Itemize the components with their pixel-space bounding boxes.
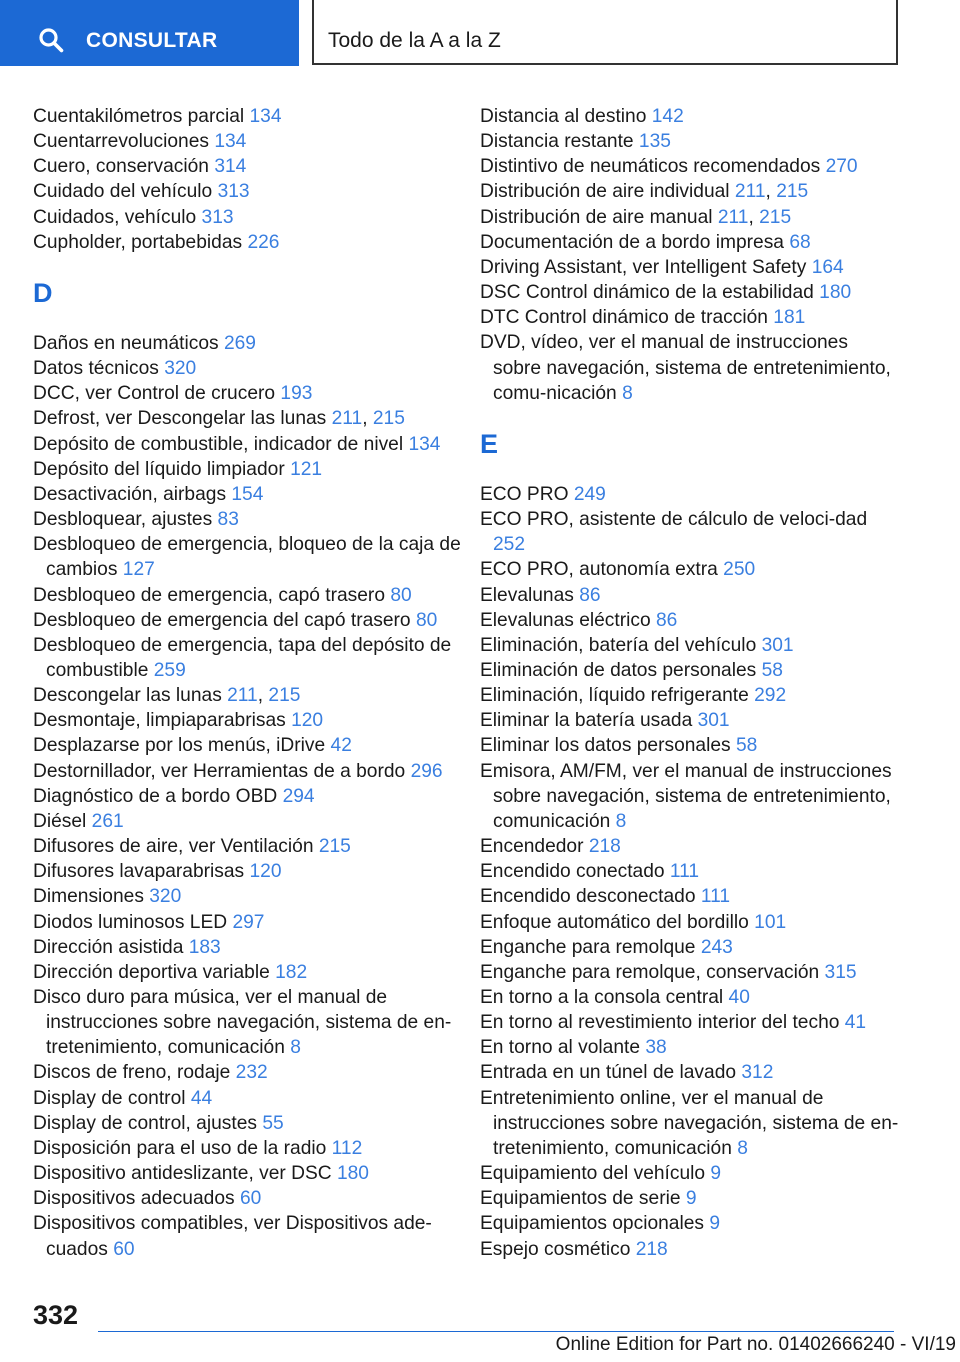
index-entry-text: Emisora, AM/FM, ver el manual de instrucciones sobre navegación, sistema de entretenimiento, comunicación	[480, 760, 892, 832]
index-entry	[480, 759, 900, 834]
index-entry	[33, 457, 463, 482]
consultar-button[interactable]	[0, 0, 299, 66]
index-entry	[480, 834, 900, 859]
index-entry-text: Espejo cosmético	[480, 1238, 631, 1260]
page-reference-link[interactable]: 232	[235, 1062, 268, 1084]
index-column-left	[33, 104, 463, 1262]
index-entry-text: Diagnóstico de a bordo OBD	[33, 785, 278, 807]
index-entry	[33, 985, 463, 1060]
index-entry-text: Elevalunas eléctrico	[480, 609, 651, 631]
consultar-label: CONSULTAR	[86, 29, 218, 52]
index-entry-text: Equipamientos de serie	[480, 1188, 681, 1210]
page-reference-link[interactable]: 41	[844, 1012, 867, 1034]
index-entry	[33, 356, 463, 381]
index-entry-text: Diésel	[33, 810, 87, 832]
index-entry	[480, 330, 900, 405]
page-reference-link[interactable]: 243	[700, 936, 733, 958]
index-entry-text: Dimensiones	[33, 886, 144, 908]
page-reference-link[interactable]: 42	[330, 735, 352, 757]
index-entry	[480, 683, 900, 708]
index-entry	[33, 331, 463, 356]
index-entry	[480, 507, 900, 557]
page-reference-link[interactable]: 101	[754, 911, 787, 933]
index-entry-text: Elevalunas	[480, 584, 574, 606]
index-entry-text: Eliminación, líquido refrigerante	[480, 685, 749, 707]
index-entry-text: Enganche para remolque	[480, 936, 696, 958]
page-reference-link[interactable]: 215	[318, 836, 351, 858]
index-entry-text: Cuidado del vehículo	[33, 181, 213, 203]
index-entry	[480, 1211, 900, 1236]
page-reference-link[interactable]: 320	[164, 358, 197, 380]
page-reference-link[interactable]: 55	[262, 1112, 284, 1134]
index-entry	[480, 633, 900, 658]
index-entry-text: Discos de freno, rodaje	[33, 1062, 231, 1084]
page-reference-link[interactable]: 80	[390, 584, 412, 606]
page-reference-link[interactable]: 252	[493, 534, 526, 556]
section-tab[interactable]	[312, 0, 898, 65]
page-reference-link[interactable]: 218	[588, 836, 621, 858]
index-entry	[480, 230, 900, 255]
index-entry	[480, 910, 900, 935]
index-entry-text: Equipamientos opcionales	[480, 1213, 705, 1235]
page-reference-link[interactable]: 312	[741, 1062, 774, 1084]
index-entry	[480, 1161, 900, 1186]
page-reference-link[interactable]: 297	[232, 911, 265, 933]
index-entry	[480, 280, 900, 305]
index-entry	[480, 557, 900, 582]
page-reference-link[interactable]: 60	[113, 1238, 135, 1260]
index-letter-heading: E	[480, 428, 499, 459]
index-entry-text: Distintivo de neumáticos recomendados	[480, 156, 821, 178]
page-header	[0, 0, 960, 66]
section-title: Todo de la A a la Z	[328, 29, 501, 52]
index-entry	[33, 910, 463, 935]
index-entry	[33, 507, 463, 532]
page-reference-link[interactable]: 180	[336, 1163, 369, 1185]
index-entry	[480, 1086, 900, 1161]
index-entry	[33, 583, 463, 608]
index-entry	[33, 154, 463, 179]
index-entry	[480, 608, 900, 633]
page-reference-link[interactable]: 120	[249, 861, 282, 883]
index-entry-text: Desbloqueo de emergencia, tapa del depósito de combustible	[33, 634, 452, 681]
index-entry-text: Documentación de a bordo impresa	[480, 231, 784, 253]
index-entry	[33, 784, 463, 809]
page-reference-link[interactable]: 269	[223, 332, 256, 354]
index-entry-text: Desmontaje, limpiaparabrisas	[33, 710, 286, 732]
index-entry	[33, 834, 463, 859]
page-reference-link[interactable]: 80	[415, 609, 438, 631]
footer-divider	[98, 1331, 894, 1332]
index-entry-text: ECO PRO	[480, 483, 569, 505]
index-entry-text: DTC Control dinámico de tracción	[480, 307, 768, 329]
index-entry	[33, 432, 463, 457]
page-reference-link[interactable]: 86	[656, 609, 678, 631]
page-reference-link[interactable]: 301	[761, 634, 794, 656]
index-entry-text: Enganche para remolque, conservación	[480, 961, 820, 983]
index-entry-text: Depósito de combustible, indicador de nivel	[33, 433, 404, 455]
index-entry-text: DSC Control dinámico de la estabilidad	[480, 282, 814, 304]
index-entry-text: Encendedor	[480, 836, 584, 858]
index-entry	[33, 230, 463, 255]
page-reference-link[interactable]: 154	[231, 483, 264, 505]
index-entry-text: Desbloquear, ajustes	[33, 509, 213, 531]
page-reference-link[interactable]: 134	[214, 131, 247, 153]
page-reference-link[interactable]: 183	[188, 936, 221, 958]
index-entry	[480, 884, 900, 909]
index-entry-text: Desplazarse por los menús, iDrive	[33, 735, 326, 757]
index-entry	[480, 985, 900, 1010]
page-reference-link[interactable]: 60	[239, 1188, 262, 1210]
index-entry-text: Desbloqueo de emergencia, capó trasero	[33, 584, 385, 606]
index-entry	[480, 708, 900, 733]
index-entry-text: Dispositivos adecuados	[33, 1188, 235, 1210]
index-entry	[33, 1186, 463, 1211]
page-reference-link[interactable]: 38	[645, 1037, 667, 1059]
index-column-right	[480, 104, 900, 1262]
page-reference-link[interactable]: 9	[685, 1188, 697, 1210]
index-entry	[33, 179, 463, 204]
index-entry-text: Difusores lavaparabrisas	[33, 861, 245, 883]
index-entry-text: Distancia restante	[480, 131, 634, 153]
page-reference-link[interactable]: 86	[579, 584, 601, 606]
index-entry-text: Cuero, conservación	[33, 156, 209, 178]
index-entry-text: Distancia al destino	[480, 106, 647, 127]
index-entry-text: En torno al revestimiento interior del techo	[480, 1012, 840, 1034]
index-entry	[480, 1035, 900, 1060]
index-entry-text: Display de control	[33, 1087, 186, 1109]
index-entry	[33, 608, 463, 633]
index-entry	[480, 583, 900, 608]
index-entry-text: En torno a la consola central	[480, 987, 724, 1008]
page-reference-link[interactable]: 211	[331, 408, 363, 430]
page-reference-link[interactable]: 120	[291, 710, 324, 732]
page-reference-link[interactable]: 249	[573, 483, 606, 505]
footer-edition-text: Online Edition for Part no. 01402666240 - VI/19	[555, 1334, 956, 1355]
index-entry-text: En torno al volante	[480, 1037, 641, 1059]
index-entry-text: Desbloqueo de emergencia, bloqueo de la caja de cambios	[33, 534, 461, 581]
page-reference-link[interactable]: 218	[635, 1238, 668, 1260]
index-entry	[33, 532, 463, 582]
index-entry-text: Encendido conectado	[480, 861, 665, 883]
index-entry: Descongelar las lunas 211, 215	[33, 685, 301, 707]
page-reference-link[interactable]: 314	[214, 156, 247, 178]
index-entry	[33, 633, 463, 683]
index-entry	[480, 658, 900, 683]
index-entry-text: Eliminación, batería del vehículo	[480, 634, 757, 656]
index-entry-text: Dispositivos compatibles, ver Dispositivos ade‐cuados	[33, 1213, 432, 1260]
page-reference-link[interactable]: 164	[811, 256, 844, 278]
page-reference-link[interactable]: 40	[728, 987, 750, 1008]
index-entry-text: Dirección asistida	[33, 936, 184, 958]
index-entry-text: Eliminar los datos personales	[480, 735, 731, 757]
index-entry-text: Entretenimiento online, ver el manual de instrucciones sobre navegación, sistema de en‐tretenimiento, comunicación	[480, 1087, 899, 1159]
index-entry-text: Driving Assistant, ver Intelligent Safety	[480, 256, 807, 278]
page-reference-link[interactable]: 8	[622, 382, 633, 404]
page-reference-link[interactable]: 112	[331, 1137, 363, 1159]
index-entry-text: Display de control, ajustes	[33, 1112, 257, 1134]
index-entry-text: Cuentarrevoluciones	[33, 131, 209, 153]
page-reference-link[interactable]: 215	[268, 685, 301, 707]
index-entry	[480, 733, 900, 758]
index-entry	[33, 1060, 463, 1085]
page-reference-link[interactable]: 181	[773, 307, 806, 329]
index-entry-text: Eliminación de datos personales	[480, 659, 757, 681]
page-number: 332	[33, 1300, 79, 1330]
page-reference-link[interactable]: 320	[149, 886, 182, 908]
index-entry: Defrost, ver Descongelar las lunas 211, 215	[33, 408, 405, 430]
index-entry	[33, 1111, 463, 1136]
page-reference-link[interactable]: 9	[710, 1163, 722, 1185]
page-reference-link[interactable]: 142	[651, 106, 684, 127]
page-reference-link[interactable]: 313	[217, 181, 250, 203]
index-entry	[33, 1211, 463, 1261]
page-reference-link[interactable]: 294	[282, 785, 315, 807]
index-entry-text: Destornillador, ver Herramientas de a bordo	[33, 760, 406, 782]
index-entry	[33, 1161, 463, 1186]
index-entry-text: Cupholder, portabebidas	[33, 231, 243, 253]
index-entry	[33, 205, 463, 230]
index-entry-text: Equipamiento del vehículo	[480, 1163, 706, 1185]
page-reference-link[interactable]: 193	[280, 383, 313, 405]
page-reference-link[interactable]: 296	[410, 760, 443, 782]
index-entry	[33, 1086, 463, 1111]
page-reference-link[interactable]: 211	[734, 181, 766, 203]
index-entry-text: Eliminar la batería usada	[480, 710, 693, 732]
page-reference-link[interactable]: 211	[717, 206, 749, 228]
page-reference-link[interactable]: 226	[247, 231, 280, 253]
page-reference-link[interactable]: 250	[723, 559, 756, 581]
page-reference-link[interactable]: 182	[275, 961, 308, 983]
page-reference-link[interactable]: 111	[700, 886, 731, 908]
index-entry	[480, 104, 900, 129]
page-reference-link[interactable]: 315	[824, 961, 857, 983]
index-letter-heading: D	[33, 277, 53, 308]
index-entry	[480, 859, 900, 884]
index-entry-text: Entrada en un túnel de lavado	[480, 1062, 737, 1084]
page-reference-link[interactable]: 292	[754, 685, 787, 707]
index-entry-text: Daños en neumáticos	[33, 332, 219, 354]
page-reference-link[interactable]: 180	[819, 282, 852, 304]
index-entry	[33, 960, 463, 985]
index-entry	[33, 1136, 463, 1161]
index-entry	[480, 255, 900, 280]
index-entry	[33, 859, 463, 884]
page-reference-link[interactable]: 111	[669, 861, 700, 883]
index-entry-text: Disposición para el uso de la radio	[33, 1137, 327, 1159]
search-icon	[38, 27, 64, 53]
page-reference-link[interactable]: 134	[408, 433, 441, 455]
index-entry	[33, 104, 463, 129]
index-entry	[480, 935, 900, 960]
index-entry	[480, 305, 900, 330]
page-reference-link[interactable]: 44	[190, 1087, 213, 1109]
index-entry-text: Disco duro para música, ver el manual de instrucciones sobre navegación, sistema de en‐tretenimiento, comunicación	[33, 987, 452, 1059]
index-entry-text: Dispositivo antideslizante, ver DSC	[33, 1163, 332, 1185]
page-reference-link[interactable]: 301	[697, 710, 730, 732]
index-entry-text: Cuentakilómetros parcial	[33, 106, 245, 127]
page-reference-link[interactable]: 211	[227, 685, 258, 707]
index-entry-text: ECO PRO, asistente de cálculo de veloci‐dad	[480, 509, 868, 531]
page-reference-link[interactable]: 313	[201, 206, 234, 228]
index-entry-text: Desbloqueo de emergencia del capó trasero	[33, 609, 411, 631]
index-entry-text: Diodos luminosos LED	[33, 911, 228, 933]
page-reference-link[interactable]: 135	[638, 131, 671, 153]
index-entry	[480, 1060, 900, 1085]
index-entry	[33, 884, 463, 909]
page-reference-link[interactable]: 8	[290, 1037, 301, 1059]
index-entry	[33, 129, 463, 154]
index-entry-text: Difusores de aire, ver Ventilación	[33, 836, 314, 858]
index-entry-text: Descongelar las lunas	[33, 685, 222, 707]
index-entry-text: Dirección deportiva variable	[33, 961, 270, 983]
index-entry: Distribución de aire manual 211, 215	[480, 206, 792, 228]
index-entry-text: ECO PRO, autonomía extra	[480, 559, 718, 581]
index-entry	[480, 129, 900, 154]
page-reference-link[interactable]: 68	[789, 231, 811, 253]
page-reference-link[interactable]: 127	[122, 559, 155, 581]
index-entry-text: Cuidados, vehículo	[33, 206, 197, 228]
page-reference-link[interactable]: 83	[217, 509, 239, 531]
index-entry-text: DCC, ver Control de crucero	[33, 383, 276, 405]
page-reference-link[interactable]: 215	[372, 408, 405, 430]
index-entry-text: Distribución de aire manual	[480, 206, 713, 228]
page-reference-link[interactable]: 261	[91, 810, 124, 832]
page-reference-link[interactable]: 215	[776, 181, 809, 203]
index-entry	[480, 1010, 900, 1035]
index-entry	[33, 935, 463, 960]
index-entry	[480, 482, 900, 507]
page-reference-link[interactable]: 58	[735, 735, 758, 757]
index-entry	[480, 960, 900, 985]
page-reference-link[interactable]: 270	[825, 156, 858, 178]
page-reference-link[interactable]: 8	[615, 810, 627, 832]
page-reference-link[interactable]: 9	[709, 1213, 721, 1235]
index-entry	[480, 1186, 900, 1211]
index-entry	[480, 1237, 900, 1262]
index-entry	[33, 708, 463, 733]
index-entry	[33, 759, 463, 784]
page-reference-link[interactable]: 259	[153, 659, 186, 681]
page-reference-link[interactable]: 215	[759, 206, 792, 228]
index-entry-text: Desactivación, airbags	[33, 483, 227, 505]
page-reference-link[interactable]: 134	[249, 106, 282, 127]
index-entry-text: Encendido desconectado	[480, 886, 696, 908]
page-reference-link[interactable]: 8	[737, 1137, 748, 1159]
index-entry-text: DVD, vídeo, ver el manual de instrucciones sobre navegación, sistema de entretenimiento, comu‐nicación	[480, 332, 891, 404]
index-entry	[33, 482, 463, 507]
index-entry	[480, 154, 900, 179]
index-entry-text: Distribución de aire individual	[480, 181, 730, 203]
index-entry	[33, 733, 463, 758]
page-reference-link[interactable]: 58	[761, 659, 783, 681]
page-reference-link[interactable]: 121	[290, 458, 323, 480]
index-entry-text: Defrost, ver Descongelar las lunas	[33, 408, 327, 430]
index-entry	[33, 809, 463, 834]
index-entry: Distribución de aire individual 211, 215	[480, 181, 809, 203]
index-entry	[33, 381, 463, 406]
index-entry-text: Datos técnicos	[33, 358, 159, 380]
index-entry-text: Depósito del líquido limpiador	[33, 458, 285, 480]
index-entry-text: Enfoque automático del bordillo	[480, 911, 749, 933]
